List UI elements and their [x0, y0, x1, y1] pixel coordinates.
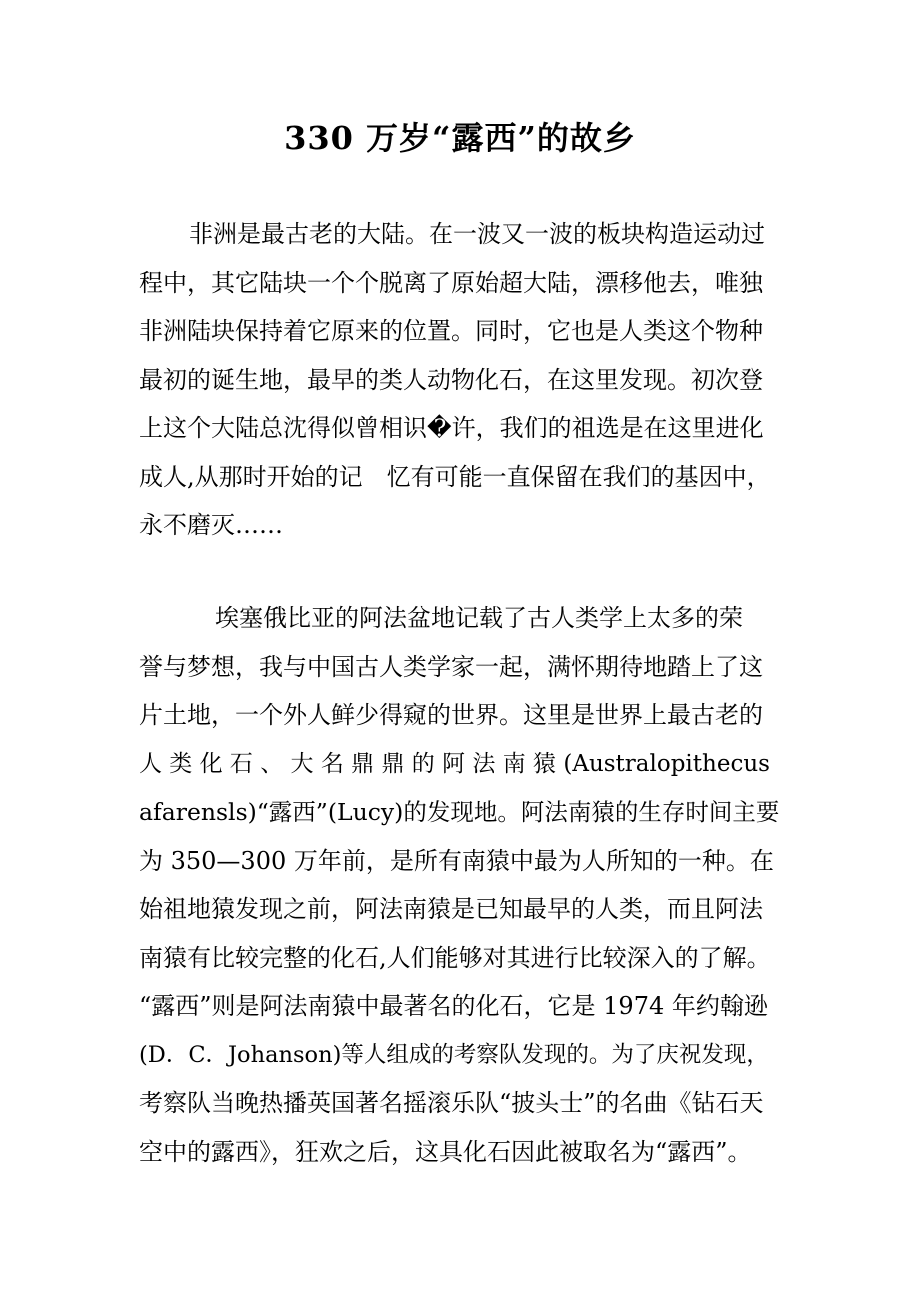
paragraph-line: 片土地，一个外人鲜少得窥的世界。这里是世界上最古老的: [139, 701, 763, 729]
paragraph-2: [139, 594, 781, 1176]
paragraph-line: 考察队当晚热播英国著名摇滚乐队“披头士”的名曲《钻石天: [139, 1089, 764, 1117]
paragraph-line: (D．C．Johanson)等人组成的考察队发现的。为了庆祝发现，: [139, 1041, 769, 1068]
paragraph-line: 誉与梦想，我与中国古人类学家一起，满怀期待地踏上了这: [139, 652, 763, 681]
paragraph-line: 为 350—300 万年前，是所有南猿中最为人所知的一种。在: [139, 846, 774, 875]
paragraph-line: 永不磨灭……: [139, 511, 283, 539]
paragraph-line: afarensls)“露西”(Lucy)的发现地。阿法南猿的生存时间主要: [139, 798, 780, 826]
paragraph-line: 非洲陆块保持着它原来的位置。同时，它也是人类这个物种: [139, 317, 763, 345]
paragraph-line: 人 类 化 石 、 大 名 鼎 鼎 的 阿 法 南 猿 (Australopithecus: [139, 750, 770, 777]
paragraph-line: 程中，其它陆块一个个脱离了原始超大陆，漂移他去，唯独: [139, 268, 763, 297]
paragraph-line: 非洲是最古老的大陆。在一波又一波的板块构造运动过: [189, 220, 765, 248]
paragraph-line: “露西”则是阿法南猿中最著名的化石，它是 1974 年约翰逊: [139, 992, 768, 1020]
paragraph-line: 埃塞俄比亚的阿法盆地记载了古人类学上太多的荣: [215, 604, 743, 632]
paragraph-line: 空中的露西》，狂欢之后，这具化石因此被取名为“露西”。: [139, 1137, 752, 1166]
document-title: 330 万岁“露西”的故乡: [284, 119, 636, 157]
paragraph-1: [139, 210, 781, 550]
paragraph-line: 上这个大陆总沈得似曾相识�许，我们的祖选是在这里进化: [139, 414, 764, 442]
paragraph-line: 南猿有比较完整的化石,人们能够对其进行比较深入的了解。: [139, 943, 771, 972]
paragraph-line: 最初的诞生地，最早的类人动物化石，在这里发现。初次登: [139, 365, 763, 394]
paragraph-line: 成人,从那时开始的记 忆有可能一直保留在我们的基因中，: [139, 462, 771, 491]
paragraph-line: 始祖地猿发现之前，阿法南猿是已知最早的人类，而且阿法: [139, 895, 763, 923]
